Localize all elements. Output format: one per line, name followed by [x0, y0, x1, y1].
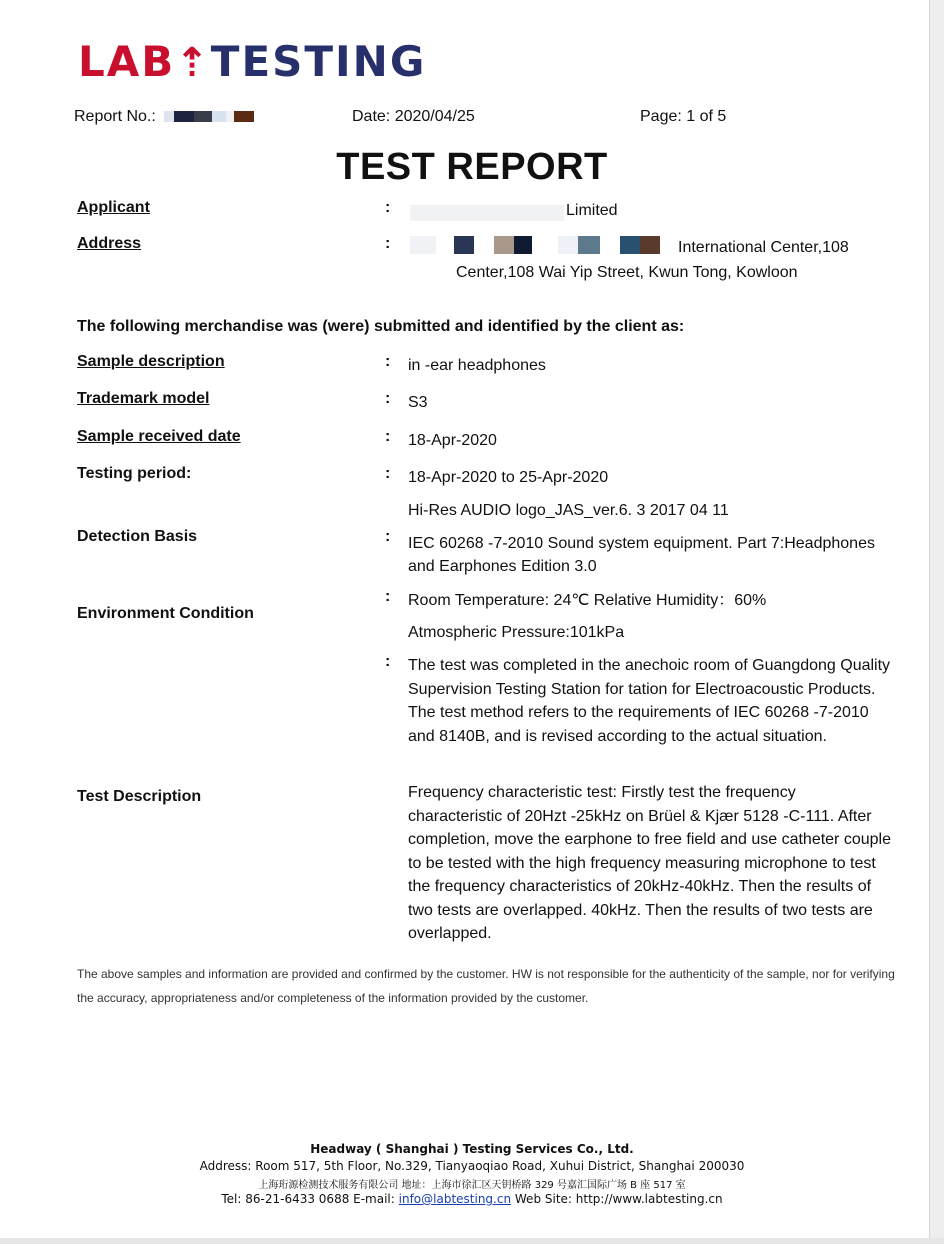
colon: :: [385, 390, 391, 407]
report-number-redacted: [164, 108, 254, 126]
footer-tel: Tel: 86-21-6433 0688 E-mail:: [221, 1192, 399, 1206]
colon: :: [385, 528, 391, 545]
footer-address-en: Address: Room 517, 5th Floor, No.329, Tianyaoqiao Road, Xuhui District, Shanghai 200030: [199, 1159, 745, 1173]
applicant-redacted: [410, 205, 564, 221]
footer-contact: [0, 1192, 944, 1206]
test-description-paragraph-1: The test was completed in the anechoic room of Guangdong Quality Supervision Testing Station for tation for Electroacoustic Products. The test method refers to the requirements of IEC 60268 -7-2010 and 8140B, and is revised according to the actual situation.: [408, 657, 891, 745]
testing-period-value: 18-Apr-2020 to 25-Apr-2020: [408, 469, 609, 486]
report-title: TEST REPORT: [336, 146, 608, 188]
colon: :: [385, 199, 391, 216]
environment-line-1: Room Temperature: 24℃ Relative Humidity：60%: [408, 592, 767, 609]
detection-basis-label: Detection Basis: [77, 528, 198, 545]
address-label: Address: [77, 235, 142, 252]
environment-condition-label: Environment Condition: [77, 605, 254, 622]
colon: :: [385, 428, 391, 445]
sample-description-value: in -ear headphones: [408, 357, 546, 374]
merchandise-intro: The following merchandise was (were) submitted and identified by the client as:: [77, 318, 685, 335]
labtesting-logo: [78, 37, 427, 86]
logo-arrow-icon: ⇡: [175, 40, 211, 86]
disclaimer: The above samples and information are provided and confirmed by the customer. HW is not responsible for the authenticity of the sample, nor for verifying the accuracy, appropriateness and/or completeness of the information provided by the customer.: [77, 967, 895, 1005]
test-description-paragraph-2: Frequency characteristic test: Firstly test the frequency characteristic of 20Hzt -25kHz on Brüel & Kjær 5128 -C-111. After completion, move the earphone to free field and use catheter couple to be tested with the high frequency measuring microphone to test the frequency characteristics of 20kHz-40kHz. Then the results of two tests are overlapped. 40kHz. Then the results of two tests are overlapped.: [408, 784, 891, 942]
report-date: Date: 2020/04/25: [352, 108, 475, 125]
address-redacted: [410, 236, 660, 254]
footer-company: Headway ( Shanghai ) Testing Services Co., Ltd.: [310, 1142, 634, 1156]
test-description-label: Test Description: [77, 788, 202, 805]
detection-basis-line-0: Hi-Res AUDIO logo_JAS_ver.6. 3 2017 04 11: [408, 502, 729, 519]
detection-basis-line-1: IEC 60268 -7-2010 Sound system equipment. Part 7:Headphones: [408, 535, 875, 552]
colon: :: [385, 653, 391, 670]
sample-description-label: Sample description: [77, 353, 225, 370]
address-line-1: International Center,108: [678, 239, 849, 256]
environment-line-2: Atmospheric Pressure:101kPa: [408, 624, 625, 641]
sample-received-date-label: Sample received date: [77, 428, 241, 445]
address-line-2: Center,108 Wai Yip Street, Kwun Tong, Kowloon: [456, 264, 798, 281]
applicant-value: Limited: [566, 202, 618, 219]
page-edge-bottom: [0, 1238, 944, 1244]
trademark-model-label: Trademark model: [77, 390, 210, 407]
report-number: [74, 108, 254, 126]
colon: :: [385, 235, 391, 252]
page-number: Page: 1 of 5: [640, 108, 727, 125]
footer-address-cn: 上海珩源检测技术服务有限公司 地址：上海市徐汇区天钥桥路 329 号嘉汇国际广场 B 座 517 室: [258, 1180, 686, 1191]
logo-text-testing: TESTING: [210, 37, 427, 86]
sample-received-date-value: 18-Apr-2020: [408, 432, 497, 449]
footer-website: Web Site: http://www.labtesting.cn: [511, 1192, 723, 1206]
colon: :: [385, 353, 391, 370]
trademark-model-value: S3: [408, 394, 428, 411]
colon: :: [385, 588, 391, 605]
logo-text-lab: LAB: [78, 37, 176, 86]
testing-period-label: Testing period:: [77, 465, 192, 482]
detection-basis-line-2: and Earphones Edition 3.0: [408, 558, 597, 575]
report-number-label: Report No.:: [74, 108, 156, 125]
colon: :: [385, 465, 391, 482]
applicant-label: Applicant: [77, 199, 150, 216]
footer-email-link[interactable]: info@labtesting.cn: [398, 1192, 512, 1206]
